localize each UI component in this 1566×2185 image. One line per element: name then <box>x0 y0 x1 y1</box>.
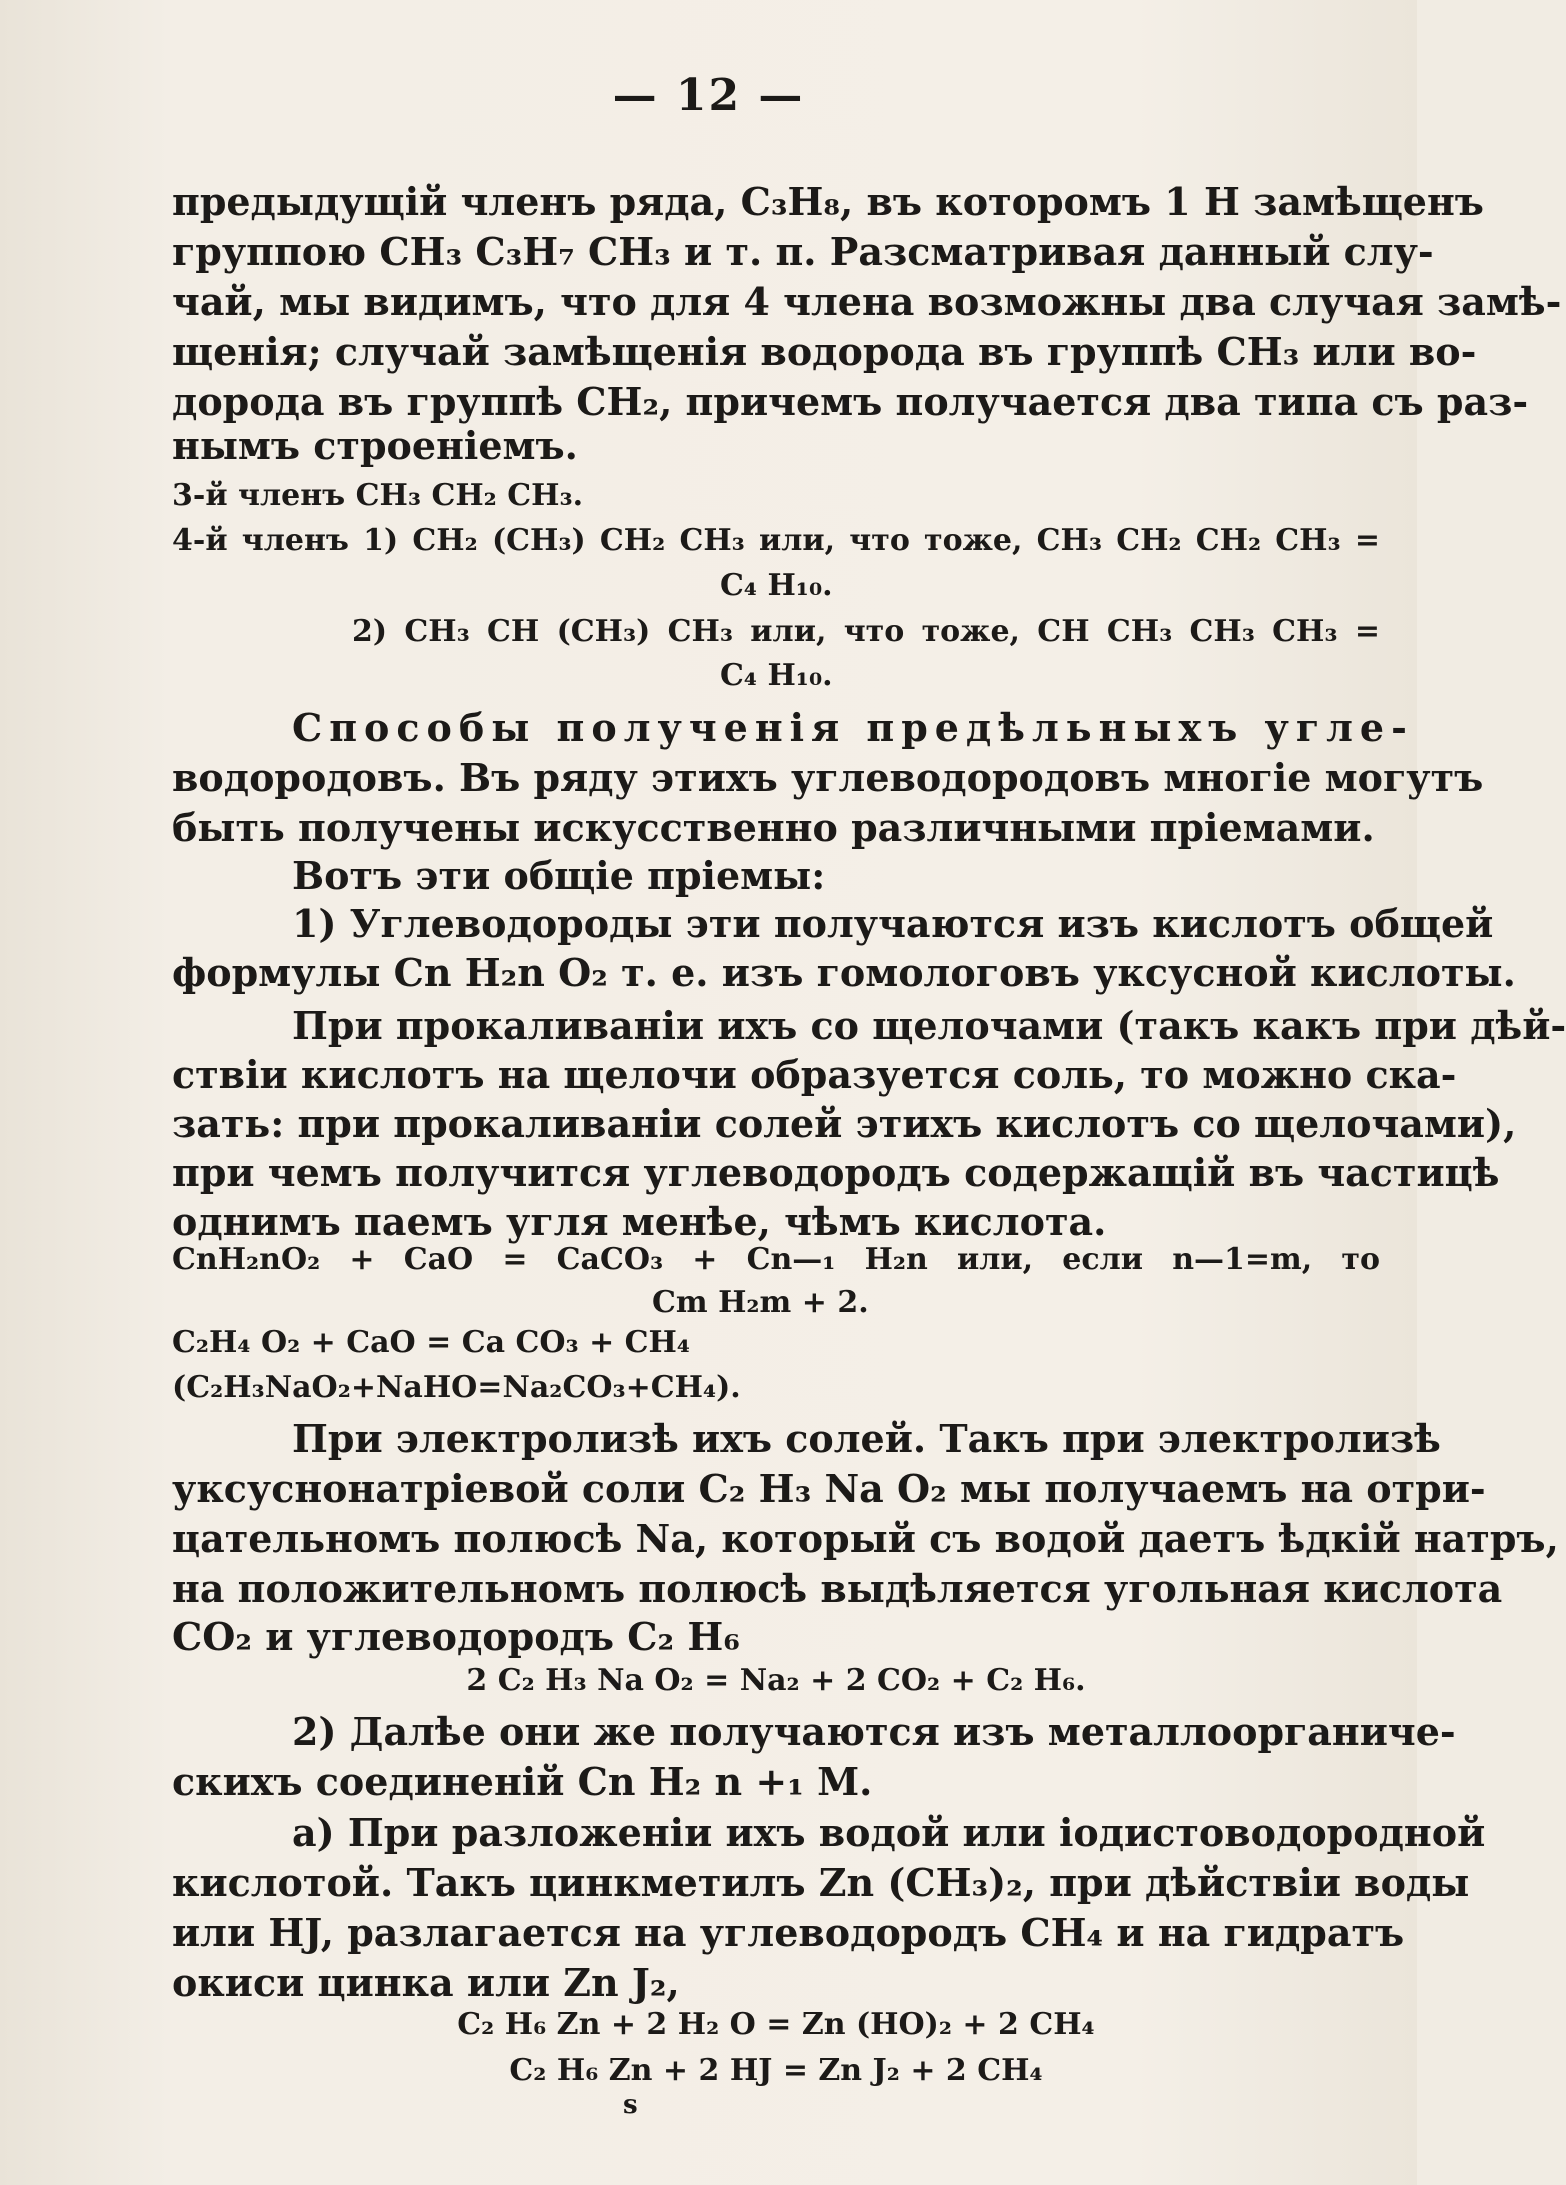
formula-line: 2 C₂ H₃ Na O₂ = Na₂ + 2 CO₂ + C₂ H₆. <box>466 1663 1086 1698</box>
text-line: окиси цинка или Zn J₂, <box>172 1960 680 2005</box>
formula-line: (C₂H₃NaO₂+NaHO=Na₂CO₃+CH₄). <box>172 1370 741 1405</box>
signature-mark: s <box>623 2090 638 2120</box>
text-line: ствіи кислотъ на щелочи образуется соль, то можно ска- <box>172 1052 1457 1097</box>
text-line: чай, мы видимъ, что для 4 члена возможны два случая замѣ- <box>172 279 1562 324</box>
text-line: скихъ соединеній Cn H₂ n +₁ M. <box>172 1759 873 1804</box>
text-line: Вотъ эти общіе пріемы: <box>292 853 826 898</box>
text-line: a) При разложеніи ихъ водой или іодистоводородной <box>292 1810 1486 1855</box>
text-line: Способы полученія предѣльныхъ угле- <box>292 705 1414 750</box>
text-line: дорода въ группѣ CH₂, причемъ получается два типа съ раз- <box>172 379 1529 424</box>
text-line: нымъ строеніемъ. <box>172 423 578 468</box>
text-line: цательномъ полюсѣ Na, который съ водой даетъ ѣдкій натръ, <box>172 1516 1559 1561</box>
text-line: 1) Углеводороды эти получаются изъ кислотъ общей <box>292 901 1494 946</box>
text-line: или HJ, разлагается на углеводородъ CH₄ и на гидратъ <box>172 1910 1405 1955</box>
text-line: однимъ паемъ угля менѣе, чѣмъ кислота. <box>172 1199 1107 1244</box>
text-line: на положительномъ полюсѣ выдѣляется угольная кислота <box>172 1566 1503 1611</box>
formula-line: Cm H₂m + 2. <box>652 1285 869 1320</box>
text-line: При прокаливаніи ихъ со щелочами (такъ какъ при дѣй- <box>292 1003 1566 1048</box>
text-line: быть получены искусственно различными пріемами. <box>172 805 1375 850</box>
formula-member-4-2: 2) CH₃ CH (CH₃) CH₃ или, что тоже, CH CH₃ CH₃ CH₃ = <box>352 614 1380 649</box>
text-line: кислотой. Такъ цинкметилъ Zn (CH₃)₂, при дѣйствіи воды <box>172 1860 1470 1905</box>
text-line: При электролизѣ ихъ солей. Такъ при электролизѣ <box>292 1416 1441 1461</box>
text-line: CO₂ и углеводородъ C₂ H₆ <box>172 1614 740 1659</box>
text-line: водородовъ. Въ ряду этихъ углеводородовъ многіе могутъ <box>172 755 1484 800</box>
formula-line: C₂H₄ O₂ + CaO = Ca CO₃ + CH₄ <box>172 1325 691 1360</box>
text-line: формулы Cn H₂n O₂ т. е. изъ гомологовъ уксусной кислоты. <box>172 950 1516 995</box>
text-line: зать: при прокаливаніи солей этихъ кислотъ со щелочами), <box>172 1101 1517 1146</box>
formula-member-3: 3-й членъ CH₃ CH₂ CH₃. <box>172 478 584 513</box>
formula-member-4-2b: C₄ H₁₀. <box>720 658 833 693</box>
formula-member-4-1b: C₄ H₁₀. <box>720 568 833 603</box>
text-line: группою CH₃ C₃H₇ CH₃ и т. п. Разсматривая данный слу- <box>172 229 1434 274</box>
formula-member-4-1: 4-й членъ 1) CH₂ (CH₃) CH₂ CH₃ или, что тоже, CH₃ CH₂ CH₂ CH₃ = <box>172 523 1380 558</box>
text-line: при чемъ получится углеводородъ содержащій въ частицѣ <box>172 1150 1500 1195</box>
text-line: 2) Далѣе они же получаются изъ металлоорганиче- <box>292 1709 1456 1754</box>
text-line: уксуснонатріевой соли C₂ H₃ Na O₂ мы получаемъ на отри- <box>172 1466 1486 1511</box>
formula-line: C₂ H₆ Zn + 2 H₂ O = Zn (HO)₂ + 2 CH₄ <box>457 2007 1095 2042</box>
formula-line: CnH₂nO₂ + CaO = CaCO₃ + Cn—₁ H₂n или, если n—1=m, то <box>172 1242 1380 1277</box>
formula-line: C₂ H₆ Zn + 2 HJ = Zn J₂ + 2 CH₄ <box>509 2053 1043 2088</box>
text-line: щенія; случай замѣщенія водорода въ группѣ CH₃ или во- <box>172 329 1477 374</box>
page-number: — 12 — <box>612 70 805 121</box>
text-line: предыдущій членъ ряда, C₃H₈, въ которомъ 1 H замѣщенъ <box>172 179 1484 224</box>
